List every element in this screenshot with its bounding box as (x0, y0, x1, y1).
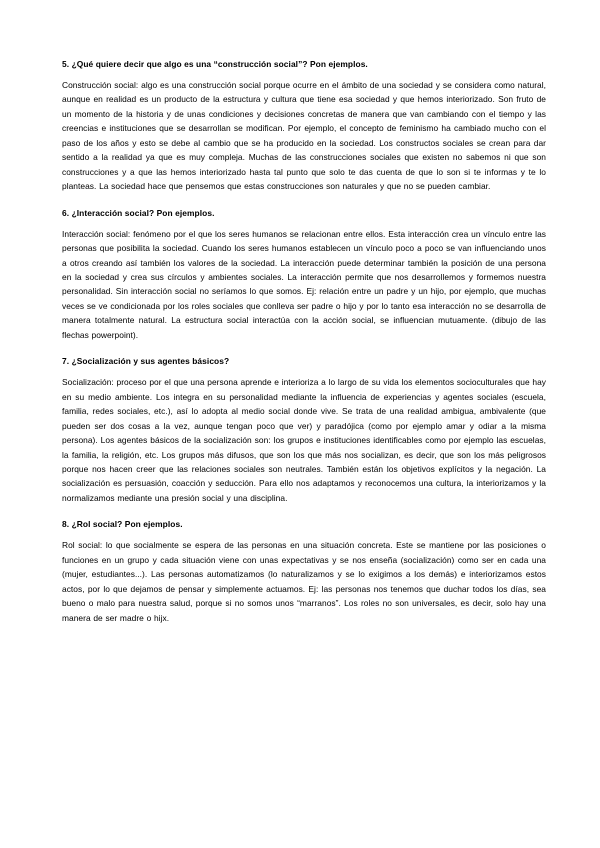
question-block-6 (62, 207, 546, 343)
question-answer-6: Interacción social: fenómeno por el que los seres humanos se relacionan entre ellos. Esta interacción crea un vínculo entre las personas que posibilita la sociedad. Cuando los seres humanos establecen un vínculo poco a poco se van influenciando unos a otros creando así también los valores de la sociedad. La interacción puede determinar también la posición de una persona en la sociedad y crea sus círculos y ambientes sociales. La interacción permite que nos desarrollemos y formemos nuestra personalidad. Sin interacción social no seríamos lo que somos. Ej: relación entre un padre y un hijo, por ejemplo, que muchas veces se ve condicionada por los roles sociales que conlleva ser padre o hijo y por lo tanto esa interacción no se desarrolla de manera totalmente natural. La estructura social interactúa con la acción social, se influencian mutuamente. (dibujo de las flechas powerpoint). (62, 228, 546, 340)
question-block-5 (62, 58, 546, 194)
question-answer-7: Socialización: proceso por el que una persona aprende e interioriza a lo largo de su vida los elementos socioculturales que hay en su medio ambiente. Los integra en su personalidad mediante la influencia de experiencias y agentes sociales (escuela, familia, redes sociales, etc.), así lo adopta al medio social donde vive. Se trata de una realidad ambigua, ambivalente (que pueden ser dos cosas a la vez, aunque tengan poco que ver) y paradójica (como por ejemplo amar y odiar a la misma persona). Los agentes básicos de la socialización son: los grupos e instituciones identificables como por ejemplo las escuelas, la familia, la religión, etc. Los grupos más difusos, que son los que más nos socializan, es decir, que son los más peligrosos porque nos hacen creer que las relaciones sociales son neutrales. También están los objetivos explícitos y la negación. La socialización es persuasión, coacción y seducción. Para ello nos adaptamos y reconocemos una cultura, la interiorizamos y la normalizamos mediante una presión social y una disciplina. (62, 377, 546, 503)
question-answer-8: Rol social: lo que socialmente se espera de las personas en una situación concreta. Este se mantiene por las posiciones o funciones en un grupo y cada situación viene con unas expectativas y se nos enseña (socialización) como ser en cada una (mujer, estudiantes...). Las personas automatizamos (lo naturalizamos y se lo exigimos a los demás) e interiorizamos estos actos, por lo que dejamos de pensar y simplemente actuamos. Ej: las personas nos tenemos que duchar todos los días, sea bueno o malo para nuestra salud, porque si no somos unos “marranos”. Los roles no son universales, es decir, solo hay una manera de ser madre o hijx. (62, 540, 546, 623)
question-heading-7: 7. ¿Socialización y sus agentes básicos? (62, 356, 230, 367)
question-heading-5: 5. ¿Qué quiere decir que algo es una “construcción social”? Pon ejemplos. (62, 59, 368, 69)
question-block-8 (62, 518, 546, 625)
question-answer-5: Construcción social: algo es una construcción social porque ocurre en el ámbito de una sociedad y se considera como natural, aunque en realidad es un producto de la estructura y cultura que tiene esa sociedad y que hemos interiorizado. Son fruto de un momento de la historia y de unas condiciones y decisiones concretas de manera que van cambiando con el tiempo y las creencias e instituciones que se desarrollan se modifican. Por ejemplo, el concepto de feminismo ha cambiado mucho con el paso de los años y esto se debe al cambio que se ha producido en la sociedad. Los constructos sociales se crean para dar sentido a la realidad ya que es muy compleja. Muchas de las construcciones sociales que existen no sabemos ni que son construcciones y a que las hemos interiorizado hasta tal punto que solo te das cuenta de que lo son si te informas y te lo planteas. La sociedad hace que pensemos que estas construcciones son naturales y que no se pueden cambiar. (62, 80, 546, 192)
question-block-7 (62, 355, 546, 505)
question-heading-8: 8. ¿Rol social? Pon ejemplos. (62, 519, 183, 530)
question-heading-6: 6. ¿Interacción social? Pon ejemplos. (62, 207, 215, 218)
document-body (62, 58, 546, 625)
